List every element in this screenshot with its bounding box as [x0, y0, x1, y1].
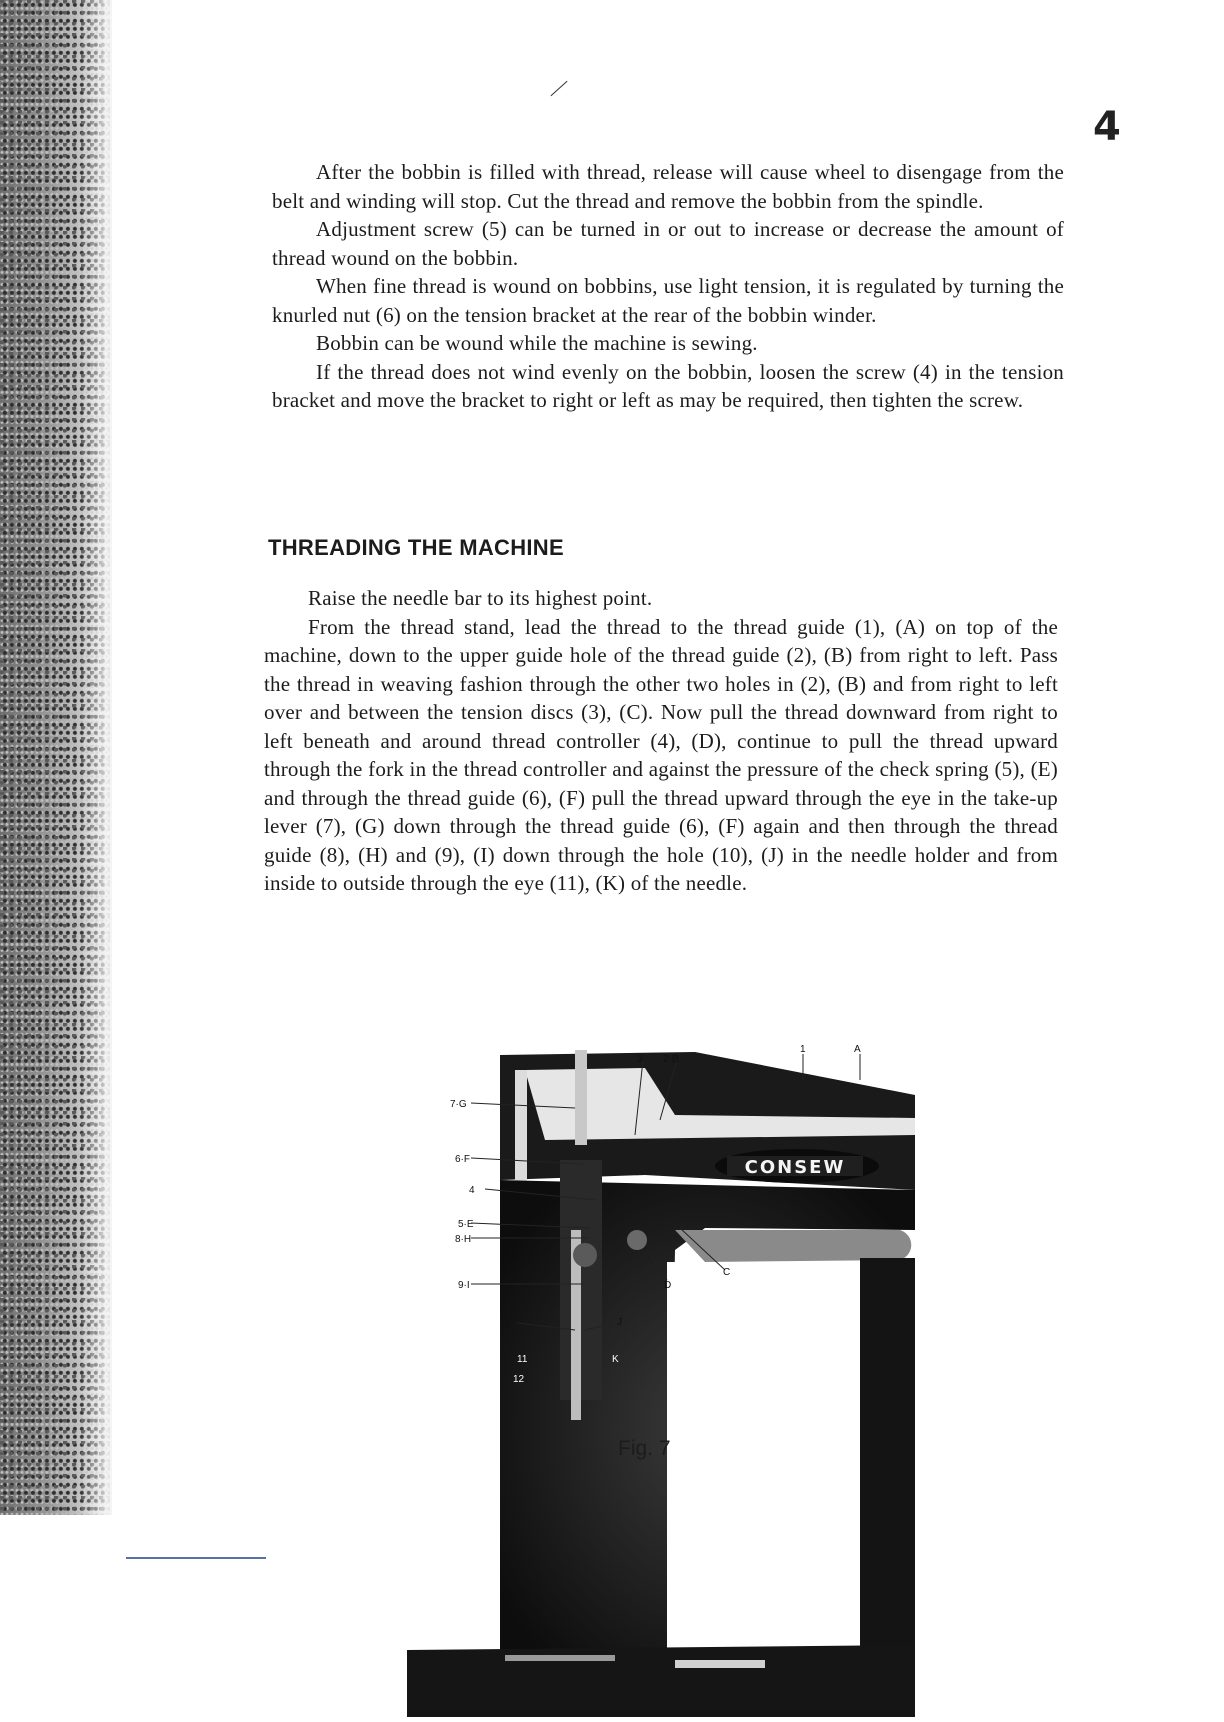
callout-label: 3: [637, 1054, 643, 1065]
callout-label: 1: [800, 1044, 806, 1055]
page-number: 4: [1093, 104, 1121, 150]
threading-text: [264, 584, 1058, 898]
pen-tick-mark: [550, 81, 567, 96]
sewing-machine-photo: [405, 1040, 921, 1722]
callout-label: J: [617, 1317, 622, 1328]
page-edge-fade: [80, 0, 112, 1515]
callout-label: 4: [469, 1185, 475, 1196]
footer-rule: [126, 1557, 266, 1559]
callout-label: 7·G: [450, 1099, 467, 1110]
callout-label: K: [612, 1354, 619, 1365]
callout-label: 11: [517, 1354, 528, 1365]
paragraph: From the thread stand, lead the thread to the thread guide (1), (A) on top of the machine, down to the upper guide hole of the thread guide (2), (B) from right to left. Pass the thread in weaving fashion through the other two holes in (2), (B) and from right to left over and between the tension discs (3), (C). Now pull the thread downward from right to left beneath and around thread controller (4), (D), continue to pull the thread upward through the fork in the thread controller and against the pressure of the check spring (5), (E) and through the thread guide (6), (F) pull the thread upward through the eye in the take-up lever (7), (G) down through the thread guide (6), (F) again and then through the thread guide (8), (H) and (9), (I) down through the hole (10), (J) in the needle holder and from inside to outside through the eye (11), (K) of the needle.: [264, 614, 1058, 895]
paragraph: Raise the needle bar to its highest point.: [308, 586, 653, 610]
paragraph: Adjustment screw (5) can be turned in or out to increase or decrease the amount of thread wound on the bobbin.: [272, 217, 1064, 270]
callout-label: C: [723, 1267, 731, 1278]
callout-label: D: [664, 1280, 672, 1291]
callout-label: 6·F: [455, 1154, 470, 1165]
paragraph: If the thread does not wind evenly on the bobbin, loosen the screw (4) in the tension bracket and move the bracket to right or left as may be required, then tighten the screw.: [272, 359, 1064, 412]
brand-logo: CONSEW: [744, 1157, 846, 1178]
callout-label: 5·E: [458, 1219, 474, 1230]
callout-label: 9·I: [458, 1280, 470, 1291]
section-heading: THREADING THE MACHINE: [268, 535, 564, 560]
bobbin-winding-text: [272, 158, 1064, 415]
paragraph: When fine thread is wound on bobbins, use light tension, it is regulated by turning the knurled nut (6) on the tension bracket at the rear of the bobbin winder.: [272, 274, 1064, 327]
figure-caption: Fig. 7: [618, 1437, 671, 1460]
callout-label: 8·H: [455, 1234, 472, 1245]
callout-label: 10: [500, 1319, 512, 1330]
callout-label: 12: [513, 1374, 525, 1385]
paragraph: After the bobbin is filled with thread, release will cause wheel to disengage from the belt and winding will stop. Cut the thread and remove the bobbin from the spindle.: [272, 160, 1064, 213]
callout-label: A: [854, 1044, 861, 1055]
paragraph: Bobbin can be wound while the machine is sewing.: [316, 331, 758, 355]
callout-label: 2·B: [663, 1054, 679, 1065]
sewing-machine-figure: [405, 1040, 921, 1722]
